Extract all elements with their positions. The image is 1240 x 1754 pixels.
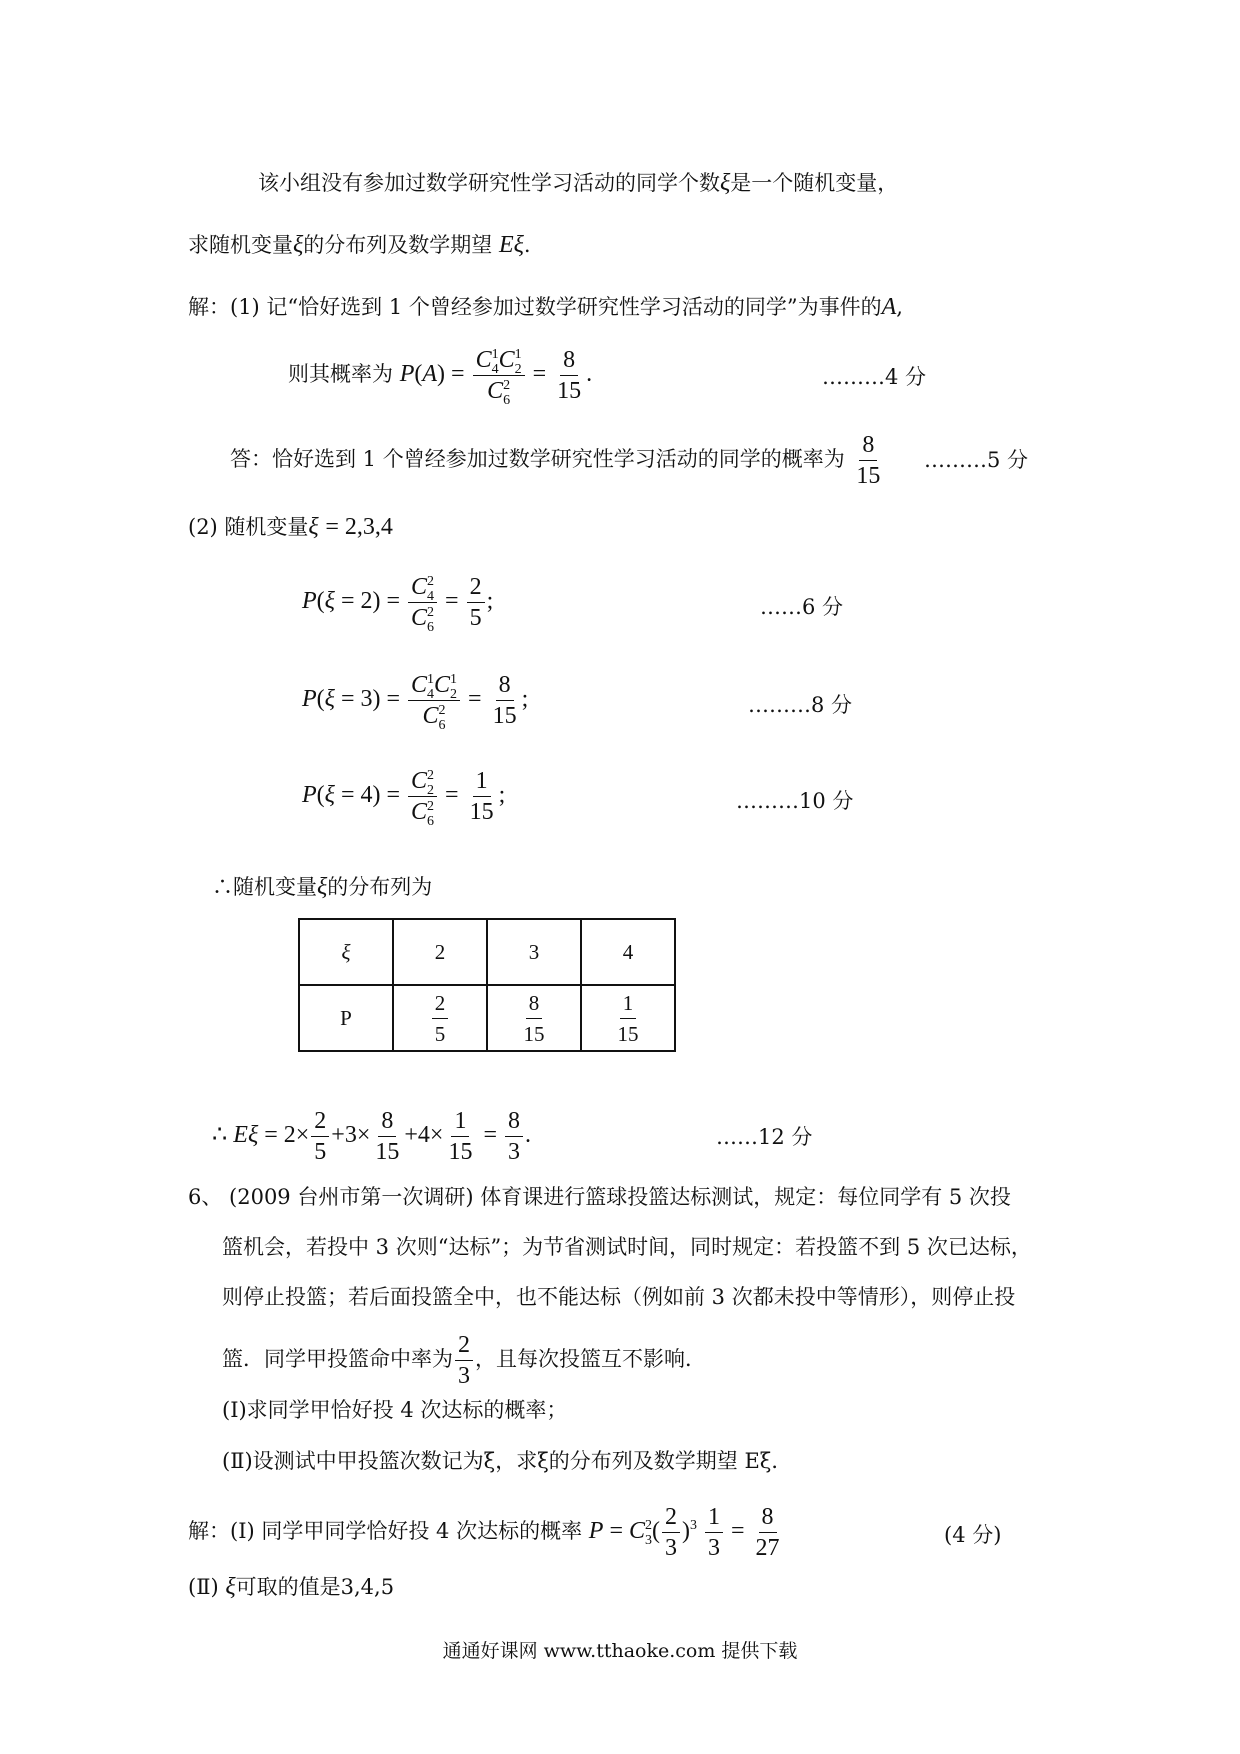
dist-intro-text: ∴随机变量: [212, 875, 317, 899]
score-5: ………5 分: [924, 448, 1029, 472]
table-cell: [581, 985, 675, 1051]
xi-symbol: ξ: [308, 514, 319, 540]
prob-numerator: 2: [432, 988, 449, 1019]
q6-line-4b: ，且每次投篮互不影响．: [475, 1347, 706, 1371]
q6-line-1: 6、 (2009 台州市第一次调研) 体育课进行篮球投篮达标测试，规定：每位同学有 5 次投: [188, 1185, 1011, 1209]
formula-pa: P(A) = $\frac{C^1_4C^1_2}{C^2_6}$ = $\frac{8}{15}$ .: [399, 347, 593, 408]
xi-symbol: ξ: [225, 1574, 236, 1600]
solution2-part-ii: [188, 1572, 394, 1602]
probability-text: 则其概率为: [288, 362, 393, 387]
p-xi-4: P(ξ = 4) = $\frac{C^2_2}{C^2_6}$ = $\frac{1}{15}$ ;: [302, 768, 506, 829]
footer: 通通好课网 www.tthaoke.com 提供下载: [442, 1640, 798, 1662]
expectation-symbol: Eξ: [498, 232, 524, 258]
hit-rate-fraction: $\frac{2}{3}$: [455, 1330, 473, 1391]
prob-numerator: 1: [620, 988, 637, 1019]
intro-text-1b: 是一个随机变量，: [730, 171, 899, 195]
distribution-intro: [212, 872, 432, 902]
score-10: ………10 分: [736, 789, 854, 813]
intro-text-1: 该小组没有参加过数学研究性学习活动的同学个数: [258, 171, 720, 195]
xi-symbol: ξ: [293, 232, 304, 258]
score-8: ………8 分: [748, 693, 853, 717]
solution2-label: 解：(Ⅰ) 同学甲同学恰好投 4 次达标的概率: [188, 1519, 583, 1544]
part2-text: (2) 随机变量: [188, 515, 309, 539]
xi-symbol: ξ: [317, 874, 328, 900]
table-header-cell: 3: [487, 919, 581, 985]
q6-part-i: (Ⅰ)求同学甲恰好投 4 次达标的概率；: [222, 1398, 568, 1422]
score-12: ……12 分: [716, 1125, 813, 1149]
q6-line-4a: 篮．同学甲投篮命中率为: [222, 1347, 453, 1371]
table-header-cell: 4: [581, 919, 675, 985]
prob-denominator: 15: [617, 1021, 639, 1046]
solution-label: 解：(1) 记“恰好选到 1 个曾经参加过数学研究性学习活动的同学”为事件的: [188, 295, 882, 319]
expectation-formula: ∴ Eξ = 2× $\frac{2}{5}$ +3× $\frac{8}{15}$ +4× $\frac{1}{15}$ = $\frac{8}{3}$ .: [212, 1108, 531, 1165]
score-q6-4: (4 分): [944, 1523, 1002, 1547]
table-header-cell: 2: [393, 919, 487, 985]
intro-text-2b: 的分布列及数学期望: [303, 233, 493, 257]
answer-line: [230, 430, 885, 491]
part2-values: = 2,3,4: [325, 514, 393, 540]
solution-line-1: 解：(1) 记“恰好选到 1 个曾经参加过数学研究性学习活动的同学”为事件的A,: [188, 294, 903, 320]
xi-symbol: ξ: [720, 170, 731, 196]
prob-numerator: 8: [526, 988, 543, 1019]
table-cell: [487, 985, 581, 1051]
answer-text: 答：恰好选到 1 个曾经参加过数学研究性学习活动的同学的概率为: [230, 447, 845, 471]
prob-denominator: 5: [434, 1021, 446, 1046]
table-row-label: P: [299, 985, 393, 1051]
table-header-cell: ξ: [299, 919, 393, 985]
score-4: ………4 分: [822, 365, 927, 389]
part2-line: [188, 512, 393, 542]
formula-p4: $P = C^2_3$( $\frac{2}{3}$ )$^3$ $\frac{1}{3}$ = $\frac{8}{27}$: [588, 1504, 780, 1561]
answer-fraction: $\frac{8}{15}$: [856, 432, 881, 489]
event-symbol: A: [881, 294, 897, 320]
probability-line: [288, 345, 592, 406]
q6-line-2: 篮机会，若投中 3 次则“达标”；为节省测试时间，同时规定：若投篮不到 5 次已达标，: [222, 1235, 1032, 1259]
table-row: [299, 919, 675, 985]
solution2-ii-label: (Ⅱ): [188, 1575, 219, 1599]
score-6: ……6 分: [760, 595, 844, 619]
table-cell: [393, 985, 487, 1051]
intro-text-2: 求随机变量: [188, 233, 293, 257]
p-xi-3: P(ξ = 3) = $\frac{C^1_4C^1_2}{C^2_6}$ = $\frac{8}{15}$ ;: [302, 672, 529, 733]
solution2-ii-text: 可取的值是3,4,5: [235, 1575, 395, 1599]
solution2-line: [188, 1502, 785, 1563]
q6-line-3: 则停止投篮；若后面投篮全中，也不能达标（例如前 3 次都未投中等情形），则停止投: [222, 1285, 1016, 1309]
dist-intro-text-b: 的分布列为: [327, 875, 433, 899]
distribution-table: [298, 918, 676, 1052]
table-row: [299, 985, 675, 1051]
p-xi-2: P(ξ = 2) = $\frac{C^2_4}{C^2_6}$ = $\frac{2}{5}$ ;: [302, 574, 494, 635]
q6-line-4: [222, 1330, 706, 1391]
intro-line-2: 求随机变量ξ的分布列及数学期望 Eξ.: [188, 232, 531, 258]
intro-line-1: [258, 168, 898, 198]
prob-denominator: 15: [523, 1021, 545, 1046]
q6-part-ii: (Ⅱ)设测试中甲投篮次数记为ξ，求ξ的分布列及数学期望 Eξ．: [222, 1449, 793, 1473]
